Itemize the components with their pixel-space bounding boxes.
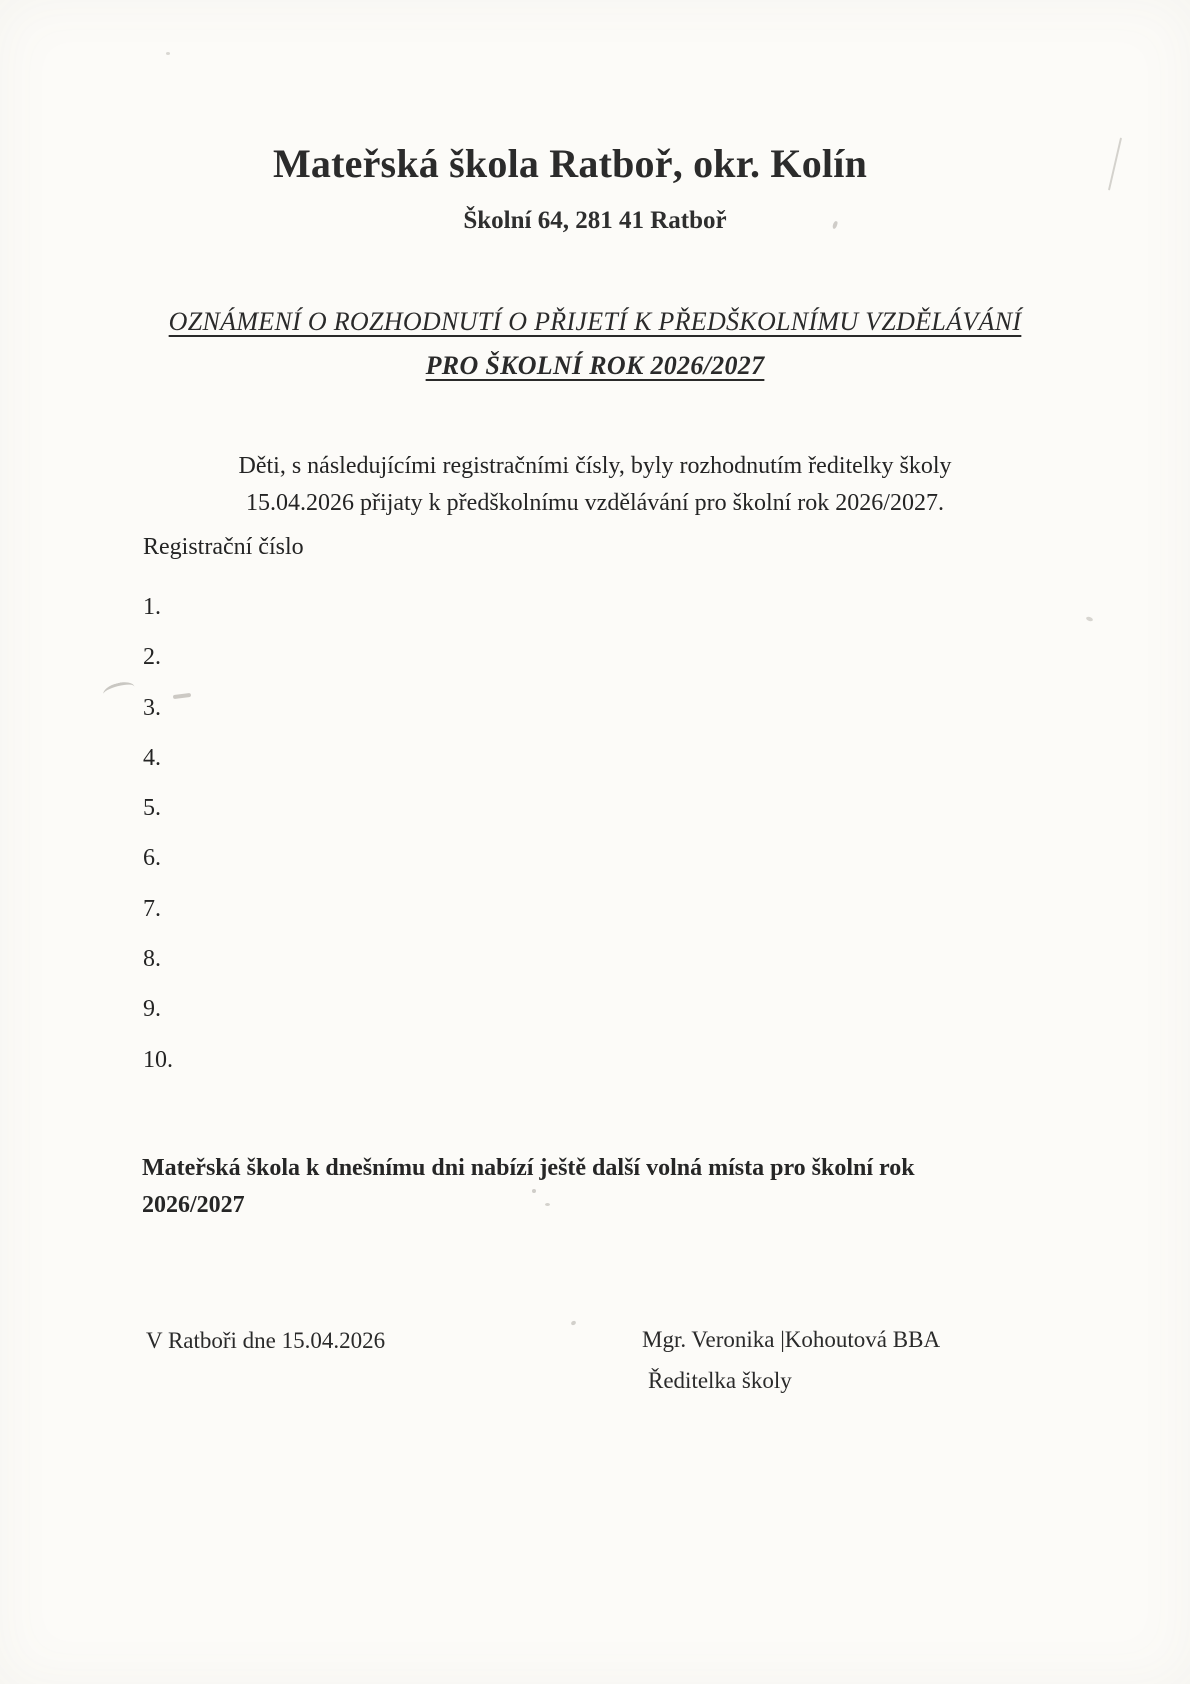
notice-heading-line2: PRO ŠKOLNÍ ROK 2026/2027 bbox=[425, 351, 765, 380]
intro-line1: Děti, s následujícími registračními čísly, byly rozhodnutím ředitelky školy bbox=[238, 453, 952, 479]
signatory-title: Ředitelka školy bbox=[648, 1368, 792, 1393]
intro-paragraph bbox=[0, 448, 1190, 522]
registration-number-item: 2. bbox=[143, 644, 161, 671]
scan-artifact bbox=[1086, 616, 1094, 622]
registration-number-item: 4. bbox=[143, 744, 161, 771]
registration-number-item: 3. bbox=[143, 694, 161, 721]
registration-number-item: 9. bbox=[143, 996, 161, 1023]
availability-line1: Mateřská škola k dnešnímu dni nabízí ještě další volná místa pro školní rok bbox=[142, 1155, 915, 1181]
availability-line2: 2026/2027 bbox=[142, 1192, 245, 1218]
registration-number-item: 5. bbox=[143, 795, 161, 822]
scan-artifact bbox=[570, 1320, 576, 1326]
registration-number-item: 7. bbox=[143, 895, 161, 922]
registration-number-list bbox=[143, 592, 173, 1095]
registration-number-label: Registrační číslo bbox=[143, 534, 304, 560]
scan-artifact bbox=[166, 52, 170, 55]
availability-note bbox=[142, 1150, 1042, 1224]
scan-artifact bbox=[102, 679, 137, 701]
registration-number-item: 8. bbox=[143, 946, 161, 973]
place-and-date: V Ratboři dne 15.04.2026 bbox=[146, 1328, 386, 1353]
intro-line2: 15.04.2026 přijaty k předškolnímu vzdělávání pro školní rok 2026/2027. bbox=[246, 490, 944, 516]
registration-number-item: 1. bbox=[143, 594, 161, 620]
school-address: Školní 64, 281 41 Ratboř bbox=[463, 207, 727, 234]
notice-heading-line1: OZNÁMENÍ O ROZHODNUTÍ O PŘIJETÍ K PŘEDŠKOLNÍMU VZDĚLÁVÁNÍ bbox=[168, 307, 1022, 336]
registration-number-item: 10. bbox=[143, 1046, 173, 1073]
registration-number-item: 6. bbox=[143, 845, 161, 872]
signatory-name: Mgr. Veronika |Kohoutová BBA bbox=[642, 1327, 941, 1352]
notice-heading bbox=[0, 300, 1190, 388]
school-name-title: Mateřská škola Ratboř, okr. Kolín bbox=[272, 141, 868, 186]
scan-artifact bbox=[173, 693, 191, 699]
